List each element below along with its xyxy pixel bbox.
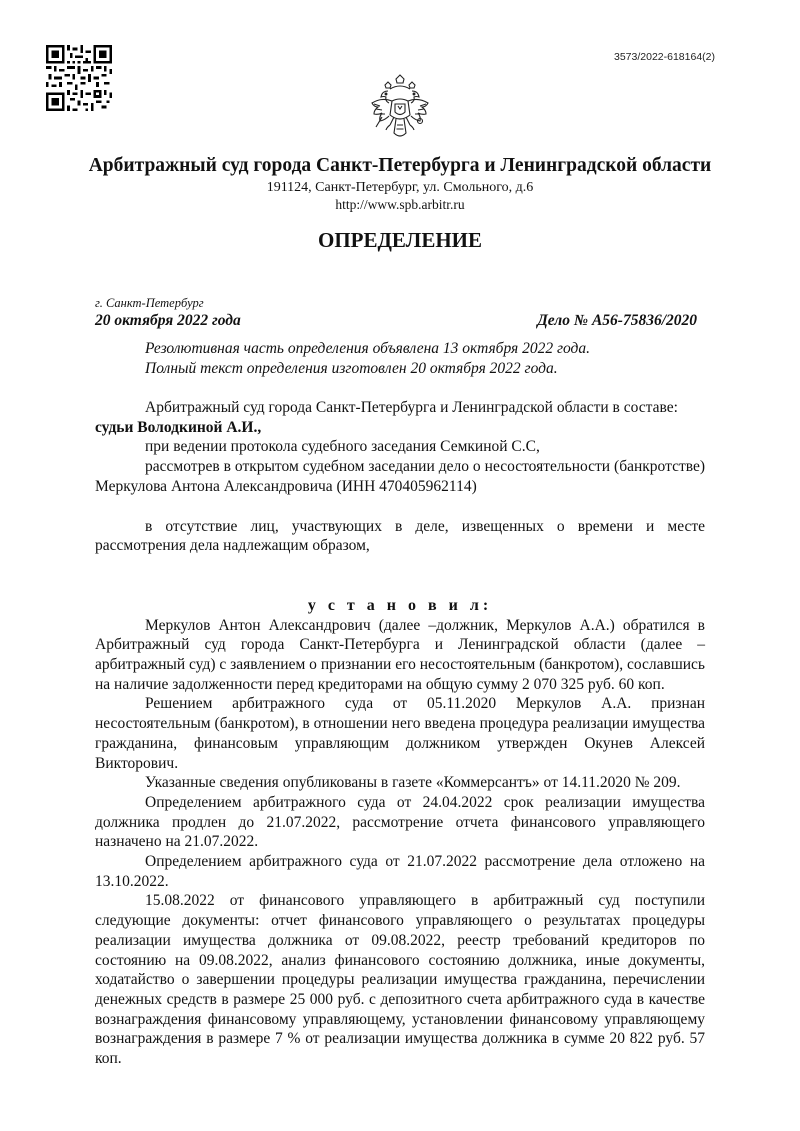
paragraph: Определением арбитражного суда от 24.04.2022 срок реализации имущества должника продлен до 21.07.2022, рассмотрение отчета финансового управляющего назначено на 21.07.2022.	[95, 793, 705, 851]
absence-line: в отсутствие лиц, участвующих в деле, извещенных о времени и месте рассмотрения дела надлежащим образом,	[95, 517, 705, 555]
secretary-line: при ведении протокола судебного заседания Семкиной С.С,	[145, 438, 540, 456]
russian-coat-of-arms-icon	[360, 73, 440, 153]
paragraph: Решением арбитражного суда от 05.11.2020 Меркулов А.А. признан несостоятельным (банкротом), в отношении него введена процедура реализации имущества гражданина, финансовым управляющим должником утвержден Окунев Алексей Викторович.	[95, 695, 705, 772]
paragraph: Определением арбитражного суда от 21.07.2022 рассмотрение дела отложено на 13.10.2022.	[95, 853, 705, 890]
paragraph: 15.08.2022 от финансового управляющего в арбитражный суд поступили следующие документы: отчет финансового управляющего о результатах процедуры реализации имущества должника от 09.08.2022, реестр требований кредиторов по состоянию на 09.08.2022, анализ финансового состоянию должника, иные документы, ходатайство о завершении процедуры реализации имущества гражданина, перечислении денежных средств в размере 25 000 руб. с депозитного счета арбитражного суда в качестве вознаграждения финансовому управляющему, установлении финансовому управляющему вознаграждения в размере 7 % от реализации имущества должника в сумме 20 822 руб. 57 коп.	[95, 892, 705, 1068]
judge-name: судьи Володкиной А.И.,	[95, 418, 262, 436]
document-id: 3573/2022-618164(2)	[613, 51, 715, 63]
paragraph: Меркулов Антон Александрович (далее –должник, Меркулов А.А.) обратился в Арбитражный суд города Санкт-Петербурга и Ленинградской области (далее – арбитражный суд) с заявлением о признании его несостоятельным (банкротом), сославшись на наличие задолженности перед кредиторами на общую сумму 2 070 325 руб. 60 коп.	[95, 616, 705, 693]
city: г. Санкт-Петербург	[95, 296, 204, 310]
document-date: 20 октября 2022 года	[95, 312, 241, 329]
document-title: ОПРЕДЕЛЕНИЕ	[317, 228, 482, 252]
case-number: Дело № А56-75836/2020	[537, 312, 697, 329]
court-title: Арбитражный суд города Санкт-Петербурга и Ленинградской области	[88, 155, 712, 176]
case-description: рассмотрев в открытом судебном заседании дело о несостоятельности (банкротстве) Меркулова Антона Александровича (ИНН 470405962114)	[95, 458, 705, 495]
court-address: 191124, Санкт-Петербург, ул. Смольного, д.6	[266, 180, 534, 195]
paragraph: Указанные сведения опубликованы в газете «Коммерсантъ» от 14.11.2020 № 209.	[145, 774, 681, 792]
full-text-note: Полный текст определения изготовлен 20 октября 2022 года.	[145, 360, 558, 377]
document-body	[95, 398, 705, 1069]
operative-part-note: Резолютивная часть определения объявлена 13 октября 2022 года.	[145, 340, 591, 357]
qr-code-icon	[46, 45, 112, 111]
composition-intro: Арбитражный суд города Санкт-Петербурга и Ленинградской области в составе:	[145, 399, 678, 416]
court-website[interactable]: http://www.spb.arbitr.ru	[335, 197, 465, 212]
findings-heading: у с т а н о в и л:	[307, 596, 493, 614]
